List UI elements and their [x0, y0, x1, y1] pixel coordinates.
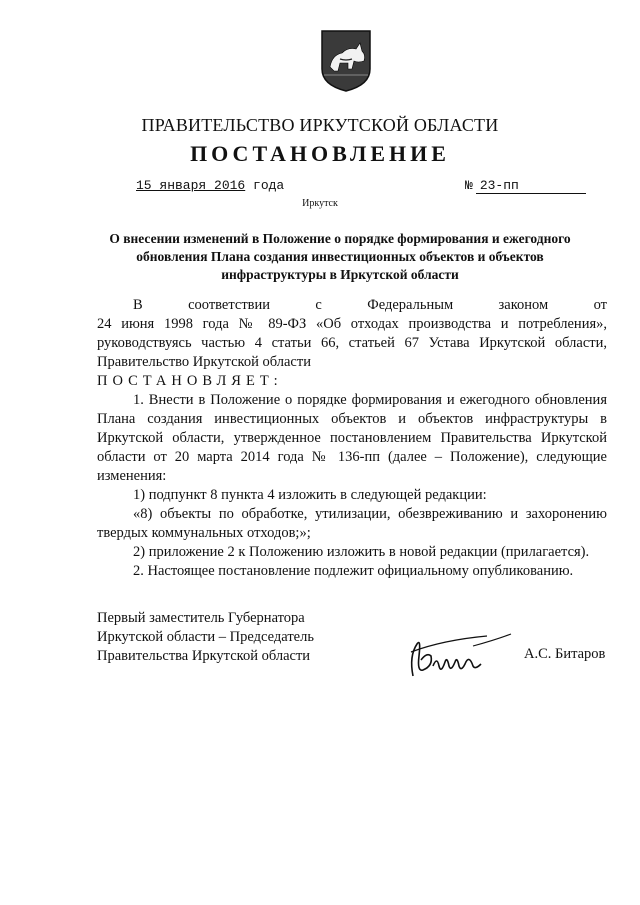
preamble-text: 24 июня 1998 года № 89-ФЗ «Об отходах производства и потребления», руководствуясь частью 4 статьи 66, статьей 67 Устава Иркутской области, Правительство Иркутской области — [97, 316, 607, 370]
resolves-word: ПОСТАНОВЛЯЕТ: — [97, 373, 283, 389]
signatory-name: А.С. Битаров — [524, 646, 606, 662]
date-value: 15 января 2016 — [136, 178, 246, 193]
document-subject: О внесении изменений в Положение о порядке формирования и ежегодного обновления Плана создания инвестиционных объектов и объектов инфраструктуры в Иркутской области — [109, 231, 571, 282]
signatory-position — [97, 609, 314, 666]
position-line-3: Правительства Иркутской области — [97, 648, 311, 664]
document-body — [97, 296, 607, 581]
paragraph-1: 1. Внести в Положение о порядке формирования и ежегодного обновления Плана создания инвестиционных объектов и объектов инфраструктуры в Иркутской области, утвержденное постановлением Правительства Иркутской области от 20 марта 2014 года № 136-пп (далее – Положение), следующие изменения: — [97, 392, 607, 484]
paragraph-1-1-text: «8) объекты по обработке, утилизации, обезвреживанию и захоронению твердых коммунальных отходов;»; — [97, 506, 607, 541]
handwritten-signature — [403, 626, 513, 684]
document-place: Иркутск — [302, 198, 338, 209]
number-label: № — [465, 178, 473, 193]
number-value: 23-пп — [479, 178, 519, 193]
document-date — [136, 178, 284, 193]
position-line-2: Иркутской области – Председатель — [97, 629, 314, 645]
date-suffix: года — [253, 178, 285, 193]
paragraph-1-1: 1) подпункт 8 пункта 4 изложить в следующей редакции: — [133, 487, 487, 503]
document-number — [465, 178, 586, 194]
preamble-first-line: В соответствии с Федеральным законом от — [133, 297, 607, 313]
paragraph-2: 2. Настоящее постановление подлежит официальному опубликованию. — [133, 563, 574, 579]
position-line-1: Первый заместитель Губернатора — [97, 610, 305, 626]
government-name: ПРАВИТЕЛЬСТВО ИРКУТСКОЙ ОБЛАСТИ — [141, 115, 499, 135]
coat-of-arms-icon — [318, 29, 374, 93]
paragraph-1-2: 2) приложение 2 к Положению изложить в новой редакции (прилагается). — [133, 544, 590, 560]
document-type: ПОСТАНОВЛЕНИЕ — [190, 141, 450, 166]
